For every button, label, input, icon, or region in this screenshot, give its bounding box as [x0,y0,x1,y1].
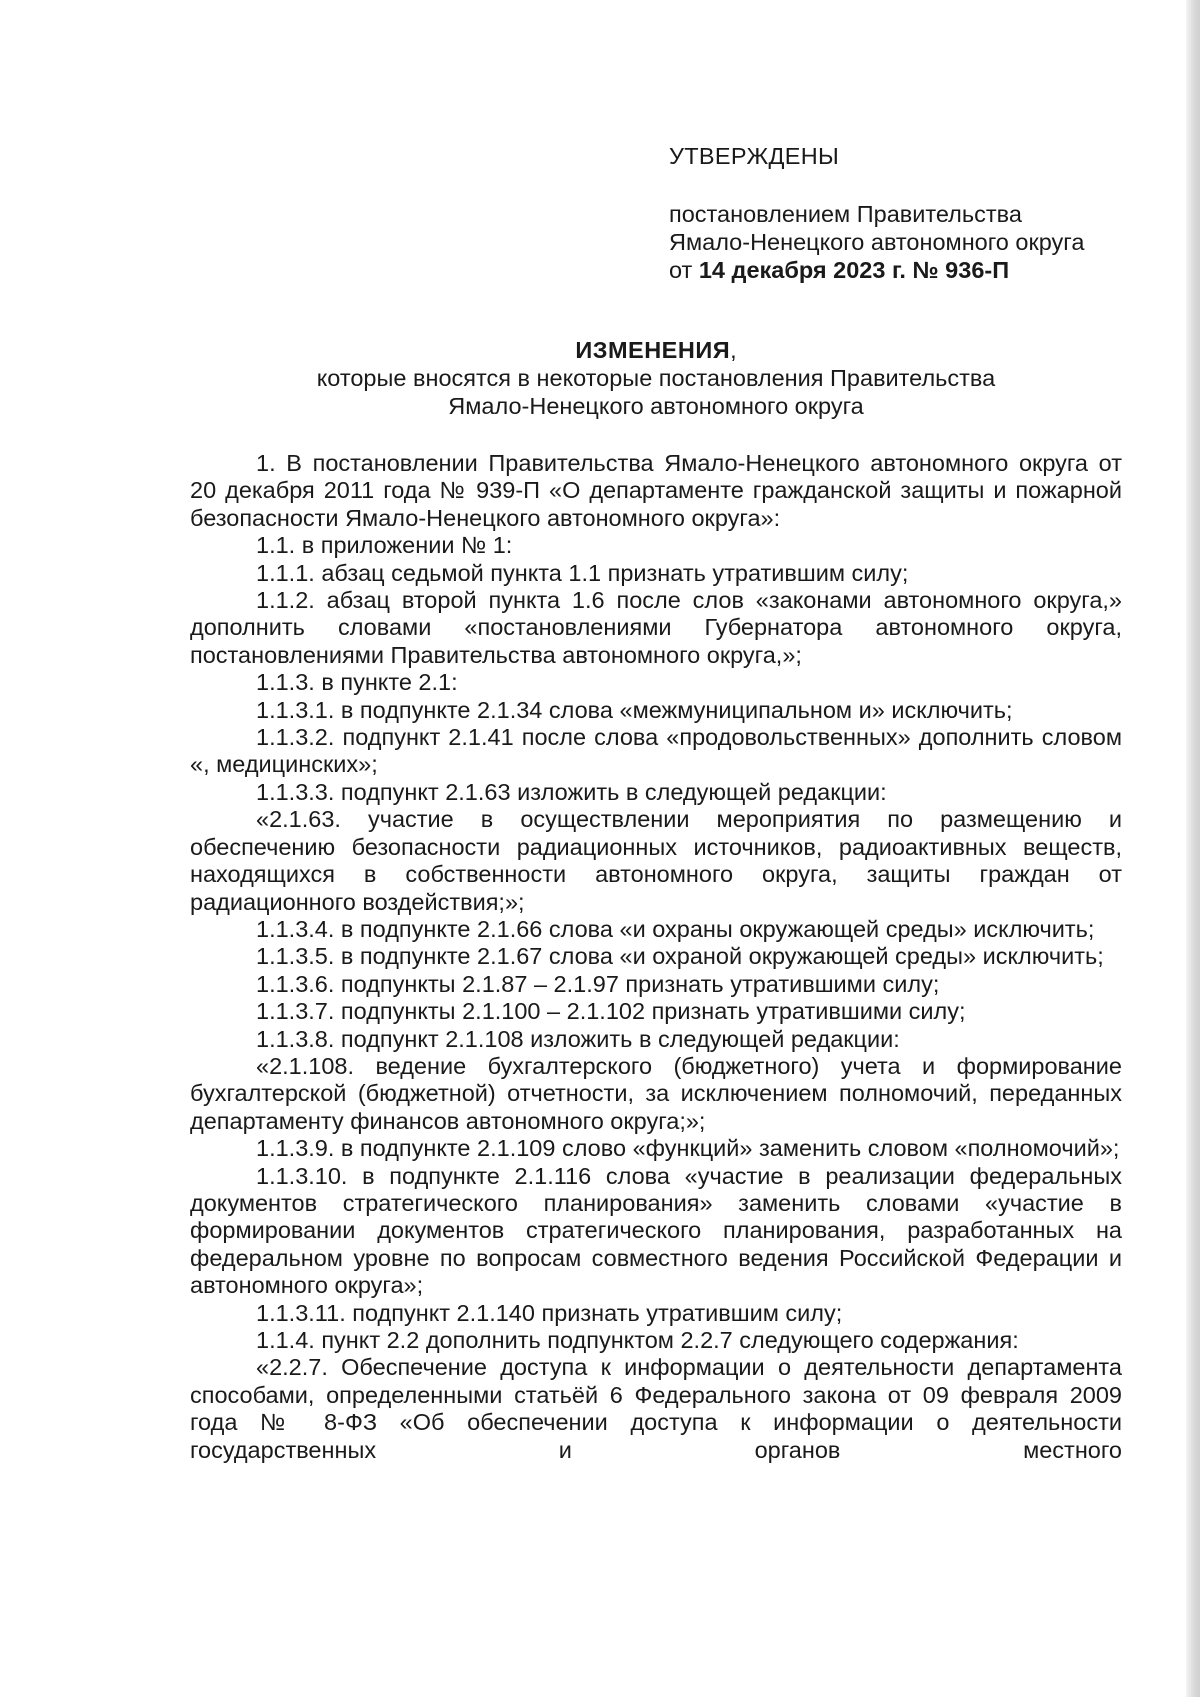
approval-date-prefix: от [669,257,693,283]
paragraph: «2.1.63. участие в осуществлении мероприятия по размещению и обеспечению безопасности радиационных источников, радиоактивных веществ, находящихся в собственности автономного округа, защиты граждан от радиационного воздействия;»; [190,806,1122,915]
approval-line-2: Ямало-Ненецкого автономного округа [669,229,1085,255]
approval-date-line [669,256,1129,284]
paragraph: 1.1.3.11. подпункт 2.1.140 признать утратившим силу; [256,1299,843,1326]
document-title: ИЗМЕНЕНИЯ [575,337,731,363]
approval-line-1: постановлением Правительства [669,201,1022,227]
paragraph: 1.1.3.3. подпункт 2.1.63 изложить в следующей редакции: [256,778,887,805]
paragraph: 1.1.3.6. подпункты 2.1.87 – 2.1.97 признать утратившими силу; [256,970,940,997]
paragraph: 1. В постановлении Правительства Ямало-Ненецкого автономного округа от 20 декабря 2011 года № 939-П «О департаменте гражданской защиты и пожарной безопасности Ямало-Ненецкого автономного округа»: [190,450,1122,531]
document-heading [190,336,1122,420]
paragraph: «2.1.108. ведение бухгалтерского (бюджетного) учета и формирование бухгалтерской (бюджетной) отчетности, за исключением полномочий, переданных департаменту финансов автономного округа;»; [190,1052,1122,1134]
paragraph: 1.1.3.5. в подпункте 2.1.67 слова «и охраной окружающей среды» исключить; [256,943,1104,970]
paragraph: 1.1.3.7. подпункты 2.1.100 – 2.1.102 признать утратившими силу; [256,998,966,1025]
document-body [190,450,1122,1464]
paragraph: 1.1.3.8. подпункт 2.1.108 изложить в следующей редакции: [256,1025,900,1052]
scan-edge-shadow [1186,0,1200,1697]
paragraph: 1.1.2. абзац второй пункта 1.6 после слов «законами автономного округа,» дополнить словами «постановлениями Губернатора автономного округа, постановлениями Правительства автономного округа,»; [190,587,1122,668]
document-subtitle-1: которые вносятся в некоторые постановления Правительства [316,365,996,391]
document-title-line [190,336,1122,364]
document-subtitle-2: Ямало-Ненецкого автономного округа [448,393,864,419]
paragraph: «2.2.7. Обеспечение доступа к информации о деятельности департамента способами, определенными статьёй 6 Федерального закона от 09 февраля 2009 года № 8-ФЗ «Об обеспечении доступа к информации о деятельности государственных и органов местного [190,1354,1122,1463]
paragraph: 1.1.4. пункт 2.2 дополнить подпунктом 2.2.7 следующего содержания: [256,1327,1019,1353]
paragraph: 1.1.1. абзац седьмой пункта 1.1 признать утратившим силу; [256,559,909,586]
document-title-comma: , [730,337,737,363]
paragraph: 1.1.3.4. в подпункте 2.1.66 слова «и охраны окружающей среды» исключить; [256,915,1095,942]
approval-date-value: 14 декабря 2023 г. № 936-П [698,257,1010,283]
approval-heading: УТВЕРЖДЕНЫ [669,143,840,169]
paragraph: 1.1. в приложении № 1: [256,532,513,559]
paragraph: 1.1.3.2. подпункт 2.1.41 после слова «продовольственных» дополнить словом «, медицинских»; [190,724,1122,778]
paragraph: 1.1.3. в пункте 2.1: [256,669,458,696]
paragraph: 1.1.3.9. в подпункте 2.1.109 слово «функций» заменить словом «полномочий»; [256,1135,1120,1162]
paragraph: 1.1.3.10. в подпункте 2.1.116 слова «участие в реализации федеральных документов стратегического планирования» заменить словами «участие в формировании документов стратегического планирования, разработанных на федеральном уровне по вопросам совместного ведения Российской Федерации и автономного округа»; [190,1162,1122,1299]
paragraph: 1.1.3.1. в подпункте 2.1.34 слова «межмуниципальном и» исключить; [256,696,1013,723]
approval-block [669,142,1129,284]
